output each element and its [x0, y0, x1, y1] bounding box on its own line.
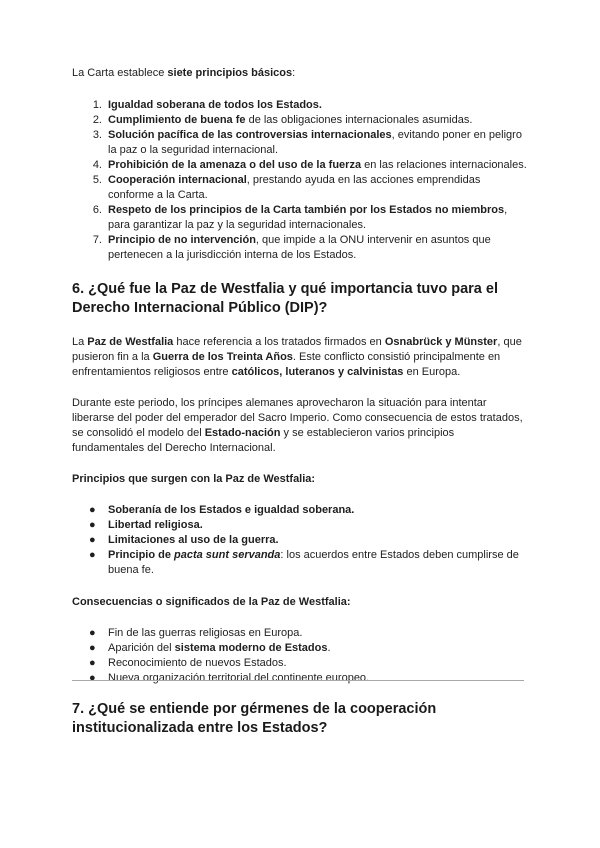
list-item: 7. Principio de no intervención, que impide a la ONU intervenir en asuntos que pertenecen a la jurisdicción interna de los Estados. — [92, 234, 491, 261]
bullet-icon: ● — [89, 534, 96, 546]
bullet-icon: ● — [89, 549, 96, 561]
westfalia-principles-list — [72, 503, 528, 578]
list-item: 1. Igualdad soberana de todos los Estados. — [92, 99, 322, 111]
list-item: ● Nueva organización territorial del continente europeo. — [89, 672, 370, 684]
intro-paragraph: La Carta establece siete principios básicos: — [72, 67, 296, 79]
section-heading-q7: 7. ¿Qué se entiende por gérmenes de la cooperación institucionalizada entre los Estados? — [72, 701, 437, 736]
horizontal-divider — [72, 680, 524, 681]
list-item: ● Limitaciones al uso de la guerra. — [89, 534, 279, 546]
list-item: ● Soberanía de los Estados e igualdad soberana. — [89, 504, 355, 516]
westfalia-paragraph-2: Durante este periodo, los príncipes alemanes aprovecharon la situación para intentar liberarse del poder del emperador del Sacro Imperio. Como consecuencia de estos tratados, se consolidó el modelo del Estado-nación y se establecieron varios principios fundamentales del Derecho Internacional. — [72, 397, 523, 454]
bullet-icon: ● — [89, 657, 96, 669]
list-item: 6. Respeto de los principios de la Carta también por los Estados no miembros, para garantizar la paz y la seguridad internacionales. — [92, 204, 508, 231]
section-heading-q6: 6. ¿Qué fue la Paz de Westfalia y qué importancia tuvo para el Derecho Internacional Público (DIP)? — [72, 281, 498, 316]
list-item: 2. Cumplimiento de buena fe de las obligaciones internacionales asumidas. — [92, 114, 473, 126]
list-item: ● Libertad religiosa. — [89, 519, 203, 531]
list-item: ● Principio de pacta sunt servanda: los acuerdos entre Estados deben cumplirse de buena fe. — [89, 549, 519, 576]
consequences-subheading: Consecuencias o significados de la Paz de Westfalia: — [72, 596, 351, 608]
principles-subheading: Principios que surgen con la Paz de Westfalia: — [72, 473, 316, 485]
list-item: 4. Prohibición de la amenaza o del uso de la fuerza en las relaciones internacionales. — [92, 159, 527, 171]
bullet-icon: ● — [89, 642, 96, 654]
westfalia-consequences-list — [72, 626, 528, 686]
bullet-icon: ● — [89, 672, 96, 684]
document-page — [72, 66, 528, 686]
list-item: 3. Solución pacífica de las controversias internacionales, evitando poner en peligro la paz o la seguridad internacional. — [92, 129, 522, 156]
bullet-icon: ● — [89, 504, 96, 516]
list-item: ● Reconocimiento de nuevos Estados. — [89, 657, 287, 669]
bullet-icon: ● — [89, 519, 96, 531]
list-item: ● Fin de las guerras religiosas en Europa. — [89, 627, 303, 639]
principles-list — [72, 98, 528, 263]
westfalia-paragraph-1: La Paz de Westfalia hace referencia a los tratados firmados en Osnabrück y Münster, que pusieron fin a la Guerra de los Treinta Años. Este conflicto consistió principalmente en enfrentamientos religiosos entre católicos, luteranos y calvinistas en Europa. — [72, 336, 522, 378]
list-item: ● Aparición del sistema moderno de Estados. — [89, 642, 331, 654]
bullet-icon: ● — [89, 627, 96, 639]
list-item: 5. Cooperación internacional, prestando ayuda en las acciones emprendidas conforme a la Carta. — [92, 174, 481, 201]
